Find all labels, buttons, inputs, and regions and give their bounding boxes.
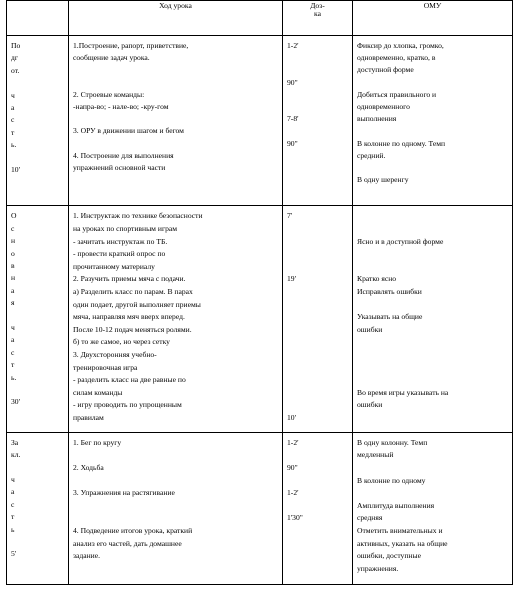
omu-line: одновременного: [357, 102, 410, 112]
content-line: на уроках по спортивным играм: [73, 223, 178, 233]
section-row-preparatory: [7, 36, 513, 206]
content-cell: [69, 206, 283, 432]
content-cell: [69, 36, 283, 206]
omu-line: В колонне по одному: [357, 475, 426, 485]
content-line: 2. Строевые команды:: [73, 89, 145, 99]
stage-line: ч: [11, 90, 15, 100]
dose-line: 90": [287, 77, 298, 87]
omu-line: выполнения: [357, 114, 397, 124]
content-line: б) то же самое, но через сетку: [73, 337, 170, 347]
content-line: упражнений основной части: [73, 163, 166, 173]
stage-line: По: [11, 41, 21, 51]
header-dose-line1: Доз-: [310, 1, 325, 10]
stage-line: н: [11, 273, 16, 283]
content-line: а) Разделить класс по парам. В парах: [73, 286, 193, 296]
lesson-plan-table: [6, 0, 513, 585]
dose-line: 1-2': [287, 41, 299, 51]
omu-line: ошибки: [357, 400, 383, 410]
dose-line: 1'30": [287, 513, 303, 523]
header-stage: [7, 1, 69, 36]
dose-line: 19': [287, 274, 296, 284]
content-line: - провести краткий опрос по: [73, 249, 166, 259]
stage-line: ь: [11, 524, 15, 534]
stage-line: ч: [11, 474, 15, 484]
content-line: 1.Построение, рапорт, приветствие,: [73, 41, 189, 51]
dose-line: 7-8': [287, 114, 299, 124]
omu-line: одновременно, кратко, в: [357, 53, 436, 63]
omu-line: В одну колонну. Темп: [357, 437, 428, 447]
content-line: - зачитать инструктаж по ТБ.: [73, 236, 168, 246]
header-row: [7, 1, 513, 36]
content-cell: [69, 432, 283, 584]
omu-line: активных, указать на общие: [357, 538, 448, 548]
content-line: 4. Построение для выполнения: [73, 150, 174, 160]
content-line: анализ его частей, дать домашнее: [73, 538, 182, 548]
content-line: 2. Ходьба: [73, 462, 104, 472]
stage-line: с: [11, 115, 15, 125]
stage-line: 10': [11, 165, 20, 175]
stage-line: дг: [11, 53, 18, 63]
omu-cell: [353, 432, 513, 584]
stage-line: О: [11, 211, 17, 221]
content-line: задание.: [73, 551, 101, 561]
content-line: сообщение задач урока.: [73, 53, 150, 63]
dose-line: 1-2': [287, 488, 299, 498]
omu-line: Указывать на общие: [357, 312, 423, 322]
omu-line: Исправлять ошибки: [357, 286, 422, 296]
stage-line: а: [11, 487, 15, 497]
dose-line: 1-2': [287, 437, 299, 447]
dose-line: 7': [287, 211, 293, 221]
stage-line: с: [11, 347, 15, 357]
stage-line: а: [11, 103, 15, 113]
dose-line: 90": [287, 138, 298, 148]
dose-cell: [283, 432, 353, 584]
dose-cell: [283, 206, 353, 432]
stage-line: о: [11, 248, 15, 258]
omu-cell: [353, 206, 513, 432]
dose-line: 10': [287, 412, 296, 422]
content-line: прочитанному материалу: [73, 261, 155, 271]
dose-cell: [283, 36, 353, 206]
omu-line: В одну шеренгу: [357, 175, 409, 185]
content-line: -напра-во; - нале-во; -кру-гом: [73, 102, 169, 112]
content-line: мяча, направляя мяч вверх вперед.: [73, 312, 185, 322]
section-row-final: [7, 432, 513, 584]
omu-line: Добиться правильного и: [357, 89, 437, 99]
omu-cell: [353, 36, 513, 206]
stage-line: я: [11, 298, 15, 308]
omu-line: медленный: [357, 450, 394, 460]
content-line: один подает, другой выполняет приемы: [73, 299, 201, 309]
content-line: - разделить класс на две равные по: [73, 375, 186, 385]
stage-line: в: [11, 260, 15, 270]
stage-cell: [7, 432, 69, 584]
omu-line: доступной форме: [357, 65, 414, 75]
stage-line: т: [11, 127, 15, 137]
stage-line: от.: [11, 65, 20, 75]
content-line: 3. Упражнения на растягивание: [73, 488, 175, 498]
stage-line: кл.: [11, 450, 21, 460]
stage-line: т: [11, 360, 15, 370]
stage-cell: [7, 36, 69, 206]
content-line: 1. Инструктаж по технике безопасности: [73, 211, 203, 221]
section-row-main: [7, 206, 513, 432]
stage-line: т: [11, 512, 15, 522]
content-line: 3. Двухсторонняя учебно-: [73, 349, 157, 359]
omu-line: Отметить внимательных и: [357, 525, 443, 535]
content-line: 1. Бег по кругу: [73, 437, 122, 447]
stage-line: ь.: [11, 372, 17, 382]
content-line: силам команды: [73, 387, 123, 397]
omu-line: Кратко ясно: [357, 274, 397, 284]
omu-line: ошибки, доступные: [357, 551, 421, 561]
omu-line: средняя: [357, 513, 383, 523]
content-line: После 10-12 подач меняться ролями.: [73, 324, 192, 334]
stage-line: с: [11, 223, 15, 233]
omu-line: В колонне по одному. Темп: [357, 138, 446, 148]
content-line: 3. ОРУ в движении шагом и бегом: [73, 126, 184, 136]
header-omu: ОМУ: [353, 1, 513, 36]
omu-line: ошибки: [357, 324, 383, 334]
header-lesson-course: Ход урока: [69, 1, 283, 36]
stage-line: а: [11, 335, 15, 345]
stage-line: н: [11, 236, 16, 246]
content-line: 4. Подведение итогов урока, краткий: [73, 525, 193, 535]
stage-line: 5': [11, 549, 17, 559]
content-line: 2. Разучить приемы мяча с подачи.: [73, 274, 186, 284]
dose-line: 90": [287, 462, 298, 472]
omu-line: Фиксир до хлопка, громко,: [357, 41, 444, 51]
stage-line: а: [11, 285, 15, 295]
content-line: - игру проводить по упрощенным: [73, 400, 182, 410]
omu-line: Амплитуда выполнения: [357, 500, 435, 510]
omu-line: Во время игры указывать на: [357, 387, 449, 397]
header-dose: [283, 1, 353, 36]
stage-line: ь.: [11, 140, 17, 150]
stage-cell: [7, 206, 69, 432]
header-dose-line2: ка: [314, 9, 321, 18]
omu-line: упражнения.: [357, 563, 399, 573]
stage-line: ч: [11, 322, 15, 332]
omu-line: средний.: [357, 150, 386, 160]
stage-line: За: [11, 437, 19, 447]
stage-line: с: [11, 499, 15, 509]
content-line: тренировочная игра: [73, 362, 138, 372]
omu-line: Ясно и в доступной форме: [357, 236, 444, 246]
content-line: правилам: [73, 412, 104, 422]
stage-line: 30': [11, 397, 20, 407]
